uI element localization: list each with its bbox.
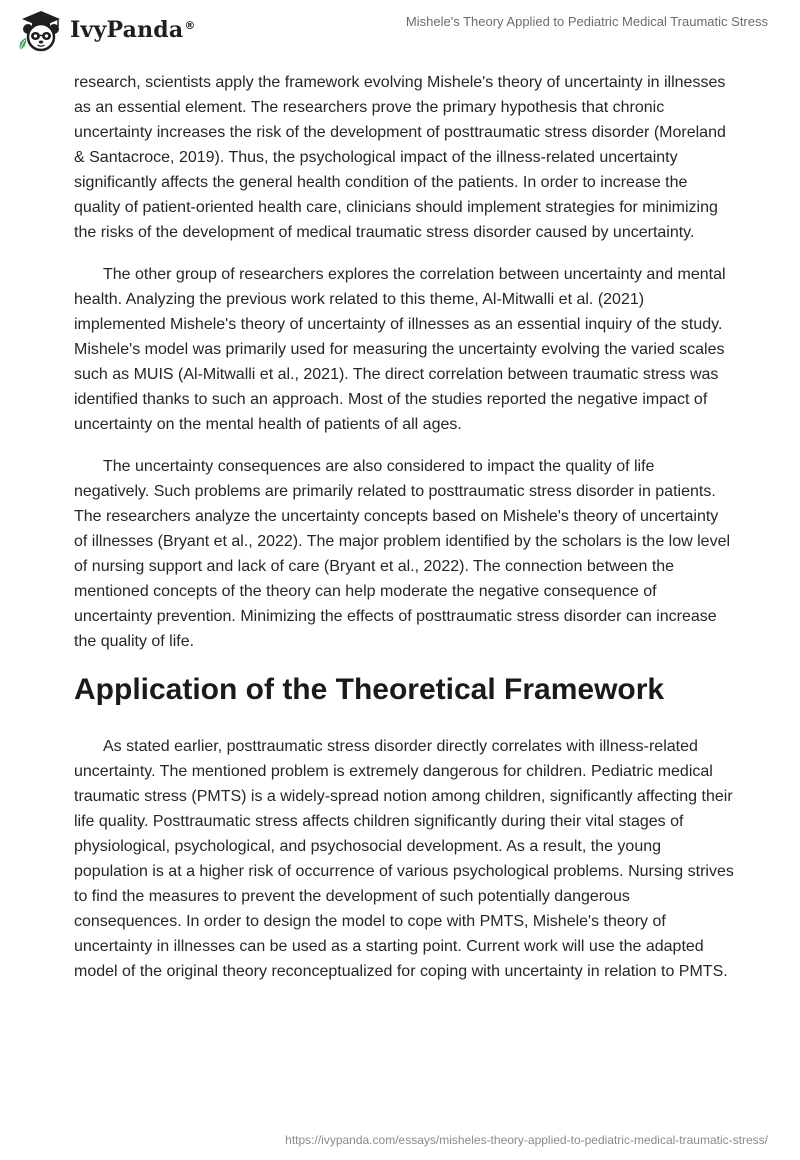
- source-url[interactable]: https://ivypanda.com/essays/misheles-theory-applied-to-pediatric-medical-traumatic-stress/: [285, 1133, 768, 1147]
- ivypanda-logo[interactable]: [14, 8, 196, 54]
- document-title: Mishele's Theory Applied to Pediatric Medical Traumatic Stress: [405, 14, 768, 29]
- page-header: [0, 0, 800, 60]
- section-heading: Application of the Theoretical Framework: [74, 673, 665, 706]
- paragraph-1: research, scientists apply the framework evolving Mishele's theory of uncertainty in illnesses as an essential element. The researchers prove the primary hypothesis that chronic uncertainty increases the risk of the development of posttraumatic stress disorder (Moreland & Santacroce, 2019). Thus, the psychological impact of the illness-related uncertainty significantly affects the general health condition of the patients. In order to increase the quality of patient-oriented health care, clinicians should implement strategies for minimizing the risks of the development of medical traumatic stress disorder caused by uncertainty.: [74, 74, 726, 241]
- paragraph-2: The other group of researchers explores the correlation between uncertainty and mental health. Analyzing the previous work related to this theme, Al-Mitwalli et al. (2021) implemented Mishele's theory of uncertainty of illnesses as an essential inquiry of the study. Mishele's model was primarily used for measuring the uncertainty evolving the varied scales such as MUIS (Al-Mitwalli et al., 2021). The direct correlation between traumatic stress was identified thanks to such an approach. Most of the studies reported the negative impact of uncertainty on the mental health of patients of all ages.: [74, 266, 726, 433]
- logo-wordmark: IvyPanda®: [70, 17, 196, 43]
- paragraph-3: The uncertainty consequences are also considered to impact the quality of life negatively. Such problems are primarily related to posttraumatic stress disorder in patients. The researchers analyze the uncertainty concepts based on Mishele's theory of uncertainty of illnesses (Bryant et al., 2022). The major problem identified by the scholars is the low level of nursing support and lack of care (Bryant et al., 2022). The connection between the mentioned concepts of the theory can help moderate the negative consequence of uncertainty prevention. Minimizing the effects of posttraumatic stress disorder can increase the quality of life.: [74, 458, 731, 650]
- essay-body: [74, 70, 734, 1001]
- registered-mark: ®: [184, 18, 196, 32]
- panda-logo-icon: [14, 8, 64, 54]
- paragraph-4: As stated earlier, posttraumatic stress disorder directly correlates with illness-related uncertainty. The mentioned problem is extremely dangerous for children. Pediatric medical traumatic stress (PMTS) is a widely-spread notion among children, significantly affecting their life quality. Posttraumatic stress affects children significantly during their vital stages of physiological, psychological, and psychosocial development. As a result, the young population is at a higher risk of occurrence of various psychological problems. Nursing strives to find the measures to prevent the development of such potentially dangerous consequences. In order to design the model to cope with PMTS, Mishele's theory of uncertainty in illnesses can be used as a starting point. Current work will use the adapted model of the original theory reconceptualized for coping with uncertainty in relation to PMTS.: [74, 738, 734, 980]
